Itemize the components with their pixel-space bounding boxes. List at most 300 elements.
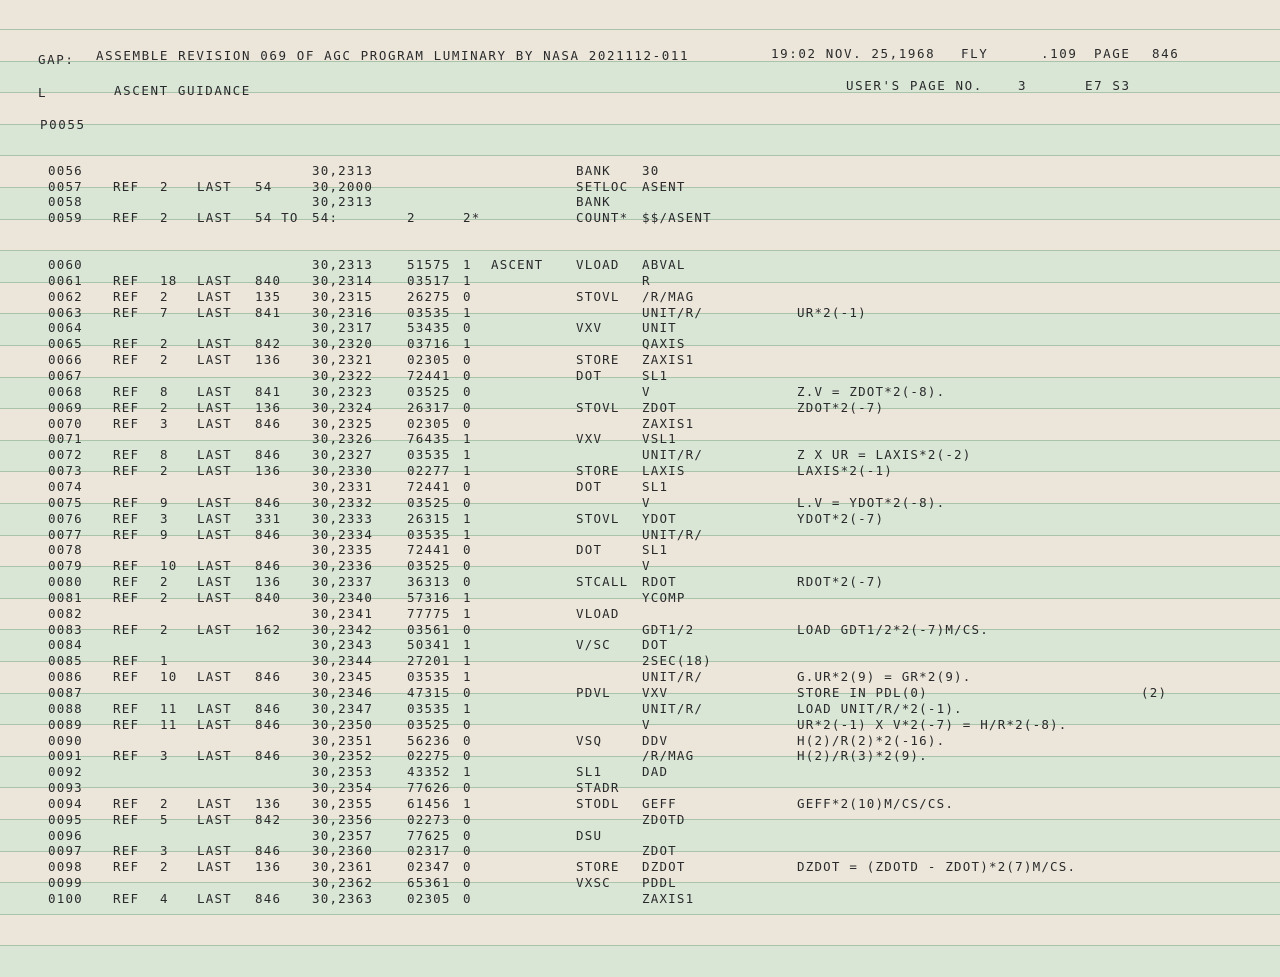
label: ASCENT	[491, 257, 544, 272]
operand: ZAXIS1	[642, 352, 695, 368]
ref-keyword: REF	[113, 574, 140, 589]
bank-flag: 0	[463, 558, 472, 574]
octal-word: 02305	[407, 415, 451, 431]
last-keyword: LAST	[197, 843, 232, 859]
ref-count: 2	[160, 288, 169, 304]
comment: H(2)/R(2)*2(-16).	[797, 732, 946, 748]
operand: UNIT/R/	[642, 526, 704, 542]
address: 30,2344	[312, 653, 374, 669]
octal-word: 72441	[407, 542, 451, 558]
address: 30,2313	[312, 257, 374, 272]
ref-count: 1	[160, 653, 169, 669]
address: 30,2356	[312, 811, 374, 827]
line-number: 0057	[48, 178, 83, 194]
gap-label: GAP:	[38, 52, 75, 67]
last-keyword: LAST	[197, 795, 232, 811]
operand: ZDOT	[642, 399, 677, 415]
opcode: STOVL	[576, 399, 620, 415]
last-page: 136	[255, 859, 282, 875]
address: 30,2352	[312, 748, 374, 764]
fly-mode: FLY	[961, 46, 989, 61]
ref-keyword: REF	[113, 859, 140, 875]
line-number: 0062	[48, 288, 83, 304]
paper-rule	[0, 661, 1280, 662]
operand: QAXIS	[642, 336, 686, 352]
octal-word: 03525	[407, 383, 451, 399]
octal-word: 51575	[407, 257, 451, 272]
line-number: 0074	[48, 478, 83, 494]
bank-flag: 1	[463, 272, 472, 288]
octal-word: 26275	[407, 288, 451, 304]
comment: ZDOT*2(-7)	[797, 399, 885, 415]
paper-rule	[0, 535, 1280, 536]
operand: V	[642, 558, 651, 574]
last-keyword: LAST	[197, 748, 232, 764]
bank-flag: 1	[463, 526, 472, 542]
address: 30,2321	[312, 352, 374, 368]
listing-l-marker: L	[38, 85, 48, 100]
last-keyword: LAST	[197, 209, 232, 225]
paper-rule	[0, 566, 1280, 567]
last-page: 846	[255, 843, 282, 859]
octal-word: 47315	[407, 685, 451, 700]
last-page: 842	[255, 336, 282, 352]
paper-rule	[0, 724, 1280, 725]
ref-count: 18	[160, 272, 178, 288]
operand: PDDL	[642, 875, 677, 891]
operand: SL1	[642, 542, 669, 558]
ref-keyword: REF	[113, 415, 140, 431]
address: 30,2331	[312, 478, 374, 494]
ref-count: 3	[160, 748, 169, 764]
line-number: 0097	[48, 843, 83, 859]
octal-word: 77775	[407, 605, 451, 621]
opcode: VLOAD	[576, 257, 620, 272]
ref-count: 7	[160, 304, 169, 320]
ref-count: 10	[160, 558, 178, 574]
operand: V	[642, 716, 651, 732]
address: 54:	[312, 209, 339, 225]
ref-count: 2	[160, 399, 169, 415]
opcode: SL1	[576, 764, 603, 780]
bank-flag: 0	[463, 811, 472, 827]
paper-rule	[0, 914, 1280, 915]
octal-word: 27201	[407, 653, 451, 669]
comment: YDOT*2(-7)	[797, 510, 885, 526]
ref-count: 2	[160, 795, 169, 811]
octal-word: 03561	[407, 621, 451, 637]
operand: ABVAL	[642, 257, 686, 272]
comment: H(2)/R(3)*2(9).	[797, 748, 928, 764]
paper-rule	[0, 787, 1280, 788]
operand: DOT	[642, 637, 669, 653]
last-keyword: LAST	[197, 700, 232, 716]
line-number: 0081	[48, 589, 83, 605]
ref-count: 3	[160, 510, 169, 526]
ref-keyword: REF	[113, 748, 140, 764]
last-page: 846	[255, 415, 282, 431]
paper-rule	[0, 219, 1280, 220]
ref-count: 2	[160, 859, 169, 875]
opcode: COUNT*	[576, 209, 629, 225]
operand: SL1	[642, 478, 669, 494]
octal-word: 03535	[407, 447, 451, 463]
last-page: 136	[255, 352, 282, 368]
last-page: 846	[255, 669, 282, 685]
opcode: PDVL	[576, 685, 611, 700]
ref-keyword: REF	[113, 209, 140, 225]
octal-word: 72441	[407, 367, 451, 383]
paper-rule	[0, 313, 1280, 314]
comment: L.V = YDOT*2(-8).	[797, 494, 946, 510]
paper-band	[0, 440, 1280, 472]
octal-word: 61456	[407, 795, 451, 811]
print-datetime: 19:02 NOV. 25,1968	[771, 46, 936, 61]
line-number: 0076	[48, 510, 83, 526]
ref-count: 2	[160, 463, 169, 478]
address: 30,2357	[312, 827, 374, 843]
line-number: 0069	[48, 399, 83, 415]
bank-flag: 1	[463, 431, 472, 447]
last-keyword: LAST	[197, 558, 232, 574]
line-number: 0091	[48, 748, 83, 764]
octal-word: 03535	[407, 700, 451, 716]
octal-word: 02273	[407, 811, 451, 827]
line-number: 0092	[48, 764, 83, 780]
comment: LOAD UNIT/R/*2(-1).	[797, 700, 963, 716]
line-number: 0100	[48, 891, 83, 906]
line-number: 0066	[48, 352, 83, 368]
bank-flag: 1	[463, 257, 472, 272]
last-page: 136	[255, 399, 282, 415]
bank-flag: 1	[463, 447, 472, 463]
bank-flag: 0	[463, 399, 472, 415]
p-number: P0055	[40, 117, 86, 132]
paper-rule	[0, 282, 1280, 283]
bank-flag: 1	[463, 637, 472, 653]
address: 30,2314	[312, 272, 374, 288]
line-number: 0071	[48, 431, 83, 447]
octal-word: 03535	[407, 304, 451, 320]
ref-keyword: REF	[113, 272, 140, 288]
operand: VSL1	[642, 431, 677, 447]
octal-word: 02347	[407, 859, 451, 875]
address: 30,2342	[312, 621, 374, 637]
ref-keyword: REF	[113, 526, 140, 542]
last-page: 846	[255, 558, 282, 574]
opcode: STORE	[576, 352, 620, 368]
users-page-label: USER'S PAGE NO.	[846, 78, 983, 93]
bank-flag: 0	[463, 875, 472, 891]
bank-flag: 0	[463, 843, 472, 859]
address: 30,2322	[312, 367, 374, 383]
bank-flag: 0	[463, 859, 472, 875]
last-page: 846	[255, 891, 282, 906]
last-keyword: LAST	[197, 463, 232, 478]
line-number: 0096	[48, 827, 83, 843]
ref-count: 3	[160, 415, 169, 431]
paper-band	[0, 314, 1280, 346]
line-number: 0058	[48, 194, 83, 210]
ref-keyword: REF	[113, 463, 140, 478]
last-keyword: LAST	[197, 526, 232, 542]
address: 30,2330	[312, 463, 374, 478]
line-number: 0064	[48, 320, 83, 336]
paper-rule	[0, 29, 1280, 30]
address: 30,2341	[312, 605, 374, 621]
bank-flag: 0	[463, 542, 472, 558]
last-page: 846	[255, 526, 282, 542]
line-number: 0094	[48, 795, 83, 811]
line-number: 0099	[48, 875, 83, 891]
last-keyword: LAST	[197, 811, 232, 827]
operand: R	[642, 272, 651, 288]
octal-word: 2	[407, 209, 416, 225]
last-page: 841	[255, 383, 282, 399]
last-keyword: LAST	[197, 447, 232, 463]
last-keyword: LAST	[197, 716, 232, 732]
octal-word: 03535	[407, 526, 451, 542]
opcode: STCALL	[576, 574, 629, 589]
operand: UNIT	[642, 320, 677, 336]
ref-count: 8	[160, 447, 169, 463]
paper-band	[0, 883, 1280, 915]
ref-count: 3	[160, 843, 169, 859]
bank-flag: 0	[463, 383, 472, 399]
address: 30,2313	[312, 163, 374, 178]
bank-flag: 0	[463, 478, 472, 494]
address: 30,2347	[312, 700, 374, 716]
ref-keyword: REF	[113, 336, 140, 352]
paper-band	[0, 693, 1280, 725]
octal-word: 26315	[407, 510, 451, 526]
paper-rule	[0, 819, 1280, 820]
line-number: 0072	[48, 447, 83, 463]
line-number: 0087	[48, 685, 83, 700]
paper-band	[0, 188, 1280, 220]
paper-rule	[0, 851, 1280, 852]
paper-rule	[0, 187, 1280, 188]
operand: YDOT	[642, 510, 677, 526]
line-number: 0079	[48, 558, 83, 574]
last-keyword: LAST	[197, 415, 232, 431]
address: 30,2362	[312, 875, 374, 891]
bank-flag: 0	[463, 748, 472, 764]
last-keyword: LAST	[197, 859, 232, 875]
last-page: 846	[255, 447, 282, 463]
octal-word: 03535	[407, 669, 451, 685]
paper-band	[0, 251, 1280, 283]
line-number: 0068	[48, 383, 83, 399]
address: 30,2350	[312, 716, 374, 732]
address: 30,2332	[312, 494, 374, 510]
paper-band	[0, 377, 1280, 409]
paper-rule	[0, 471, 1280, 472]
last-keyword: LAST	[197, 336, 232, 352]
bank-flag: 0	[463, 320, 472, 336]
address: 30,2000	[312, 178, 374, 194]
bank-flag: 0	[463, 621, 472, 637]
opcode: STODL	[576, 795, 620, 811]
comment: DZDOT = (ZDOTD - ZDOT)*2(7)M/CS.	[797, 859, 1077, 875]
paper-rule	[0, 693, 1280, 694]
ref-keyword: REF	[113, 510, 140, 526]
last-keyword: LAST	[197, 510, 232, 526]
bank-flag: 0	[463, 574, 472, 589]
operand: ZAXIS1	[642, 891, 695, 906]
ref-count: 2	[160, 178, 169, 194]
paper-rule	[0, 155, 1280, 156]
operand: DDV	[642, 732, 669, 748]
address: 30,2333	[312, 510, 374, 526]
operand: ZAXIS1	[642, 415, 695, 431]
bank-flag: 1	[463, 589, 472, 605]
line-number: 0089	[48, 716, 83, 732]
bank-flag: 0	[463, 415, 472, 431]
operand: /R/MAG	[642, 748, 695, 764]
opcode: STORE	[576, 463, 620, 478]
address: 30,2343	[312, 637, 374, 653]
last-page: 136	[255, 463, 282, 478]
opcode: VSQ	[576, 732, 603, 748]
ref-count: 11	[160, 700, 178, 716]
address: 30,2326	[312, 431, 374, 447]
operand: RDOT	[642, 574, 677, 589]
ref-count: 2	[160, 574, 169, 589]
octal-word: 02277	[407, 463, 451, 478]
bank-flag: 0	[463, 288, 472, 304]
last-keyword: LAST	[197, 669, 232, 685]
address: 30,2327	[312, 447, 374, 463]
bank-flag: 0	[463, 494, 472, 510]
operand: UNIT/R/	[642, 700, 704, 716]
ref-keyword: REF	[113, 843, 140, 859]
line-number: 0085	[48, 653, 83, 669]
line-number: 0075	[48, 494, 83, 510]
paper-band	[0, 820, 1280, 852]
run-code: .109	[1041, 46, 1078, 61]
paper-band	[0, 946, 1280, 977]
line-number: 0067	[48, 367, 83, 383]
bank-flag: 0	[463, 716, 472, 732]
operand: /R/MAG	[642, 288, 695, 304]
paper-rule	[0, 503, 1280, 504]
bank-flag: 0	[463, 732, 472, 748]
line-number: 0063	[48, 304, 83, 320]
operand: DAD	[642, 764, 669, 780]
line-number: 0082	[48, 605, 83, 621]
line-number: 0073	[48, 463, 83, 478]
last-keyword: LAST	[197, 272, 232, 288]
ref-keyword: REF	[113, 304, 140, 320]
octal-word: 02275	[407, 748, 451, 764]
ref-keyword: REF	[113, 399, 140, 415]
last-keyword: LAST	[197, 589, 232, 605]
paper-rule	[0, 629, 1280, 630]
octal-word: 26317	[407, 399, 451, 415]
last-page: 846	[255, 748, 282, 764]
bank-flag: 0	[463, 352, 472, 368]
last-keyword: LAST	[197, 304, 232, 320]
octal-word: 50341	[407, 637, 451, 653]
ref-keyword: REF	[113, 669, 140, 685]
octal-word: 02305	[407, 891, 451, 906]
operand: UNIT/R/	[642, 304, 704, 320]
operand: ZDOT	[642, 843, 677, 859]
bank-flag: 2*	[463, 209, 481, 225]
last-page: 54	[255, 178, 273, 194]
opcode: SETLOC	[576, 178, 629, 194]
paper-rule	[0, 756, 1280, 757]
octal-word: 76435	[407, 431, 451, 447]
opcode: VXV	[576, 320, 603, 336]
comment: Z X UR = LAXIS*2(-2)	[797, 447, 972, 463]
last-keyword: LAST	[197, 399, 232, 415]
paper-rule	[0, 440, 1280, 441]
address: 30,2334	[312, 526, 374, 542]
last-page: 840	[255, 272, 282, 288]
address: 30,2325	[312, 415, 374, 431]
paper-rule	[0, 598, 1280, 599]
ref-keyword: REF	[113, 891, 140, 906]
bank-flag: 1	[463, 510, 472, 526]
paper-rule	[0, 377, 1280, 378]
octal-word: 65361	[407, 875, 451, 891]
ref-keyword: REF	[113, 653, 140, 669]
paper-rule	[0, 882, 1280, 883]
last-page: 840	[255, 589, 282, 605]
operand: V	[642, 383, 651, 399]
last-page: 842	[255, 811, 282, 827]
operand: SL1	[642, 367, 669, 383]
opcode: V/SC	[576, 637, 611, 653]
address: 30,2360	[312, 843, 374, 859]
bank-flag: 1	[463, 700, 472, 716]
line-number: 0098	[48, 859, 83, 875]
comment: GEFF*2(10)M/CS/CS.	[797, 795, 955, 811]
line-number: 0095	[48, 811, 83, 827]
line-number: 0065	[48, 336, 83, 352]
last-page: 846	[255, 716, 282, 732]
comment: UR*2(-1)	[797, 304, 867, 320]
address: 30,2320	[312, 336, 374, 352]
address: 30,2353	[312, 764, 374, 780]
address: 30,2337	[312, 574, 374, 589]
bank-flag: 1	[463, 304, 472, 320]
line-number: 0061	[48, 272, 83, 288]
opcode: DOT	[576, 367, 603, 383]
address: 30,2354	[312, 780, 374, 795]
octal-word: 56236	[407, 732, 451, 748]
address: 30,2336	[312, 558, 374, 574]
bank-flag: 1	[463, 764, 472, 780]
ref-keyword: REF	[113, 288, 140, 304]
ref-keyword: REF	[113, 494, 140, 510]
line-number: 0080	[48, 574, 83, 589]
bank-flag: 0	[463, 780, 472, 795]
octal-word: 03525	[407, 558, 451, 574]
last-page: 331	[255, 510, 282, 526]
opcode: STOVL	[576, 288, 620, 304]
opcode: VXSC	[576, 875, 611, 891]
paper-band	[0, 630, 1280, 662]
last-keyword: LAST	[197, 891, 232, 906]
last-keyword: LAST	[197, 621, 232, 637]
comment: LAXIS*2(-1)	[797, 463, 893, 478]
ref-count: 2	[160, 589, 169, 605]
octal-word: 36313	[407, 574, 451, 589]
comment: RDOT*2(-7)	[797, 574, 885, 589]
